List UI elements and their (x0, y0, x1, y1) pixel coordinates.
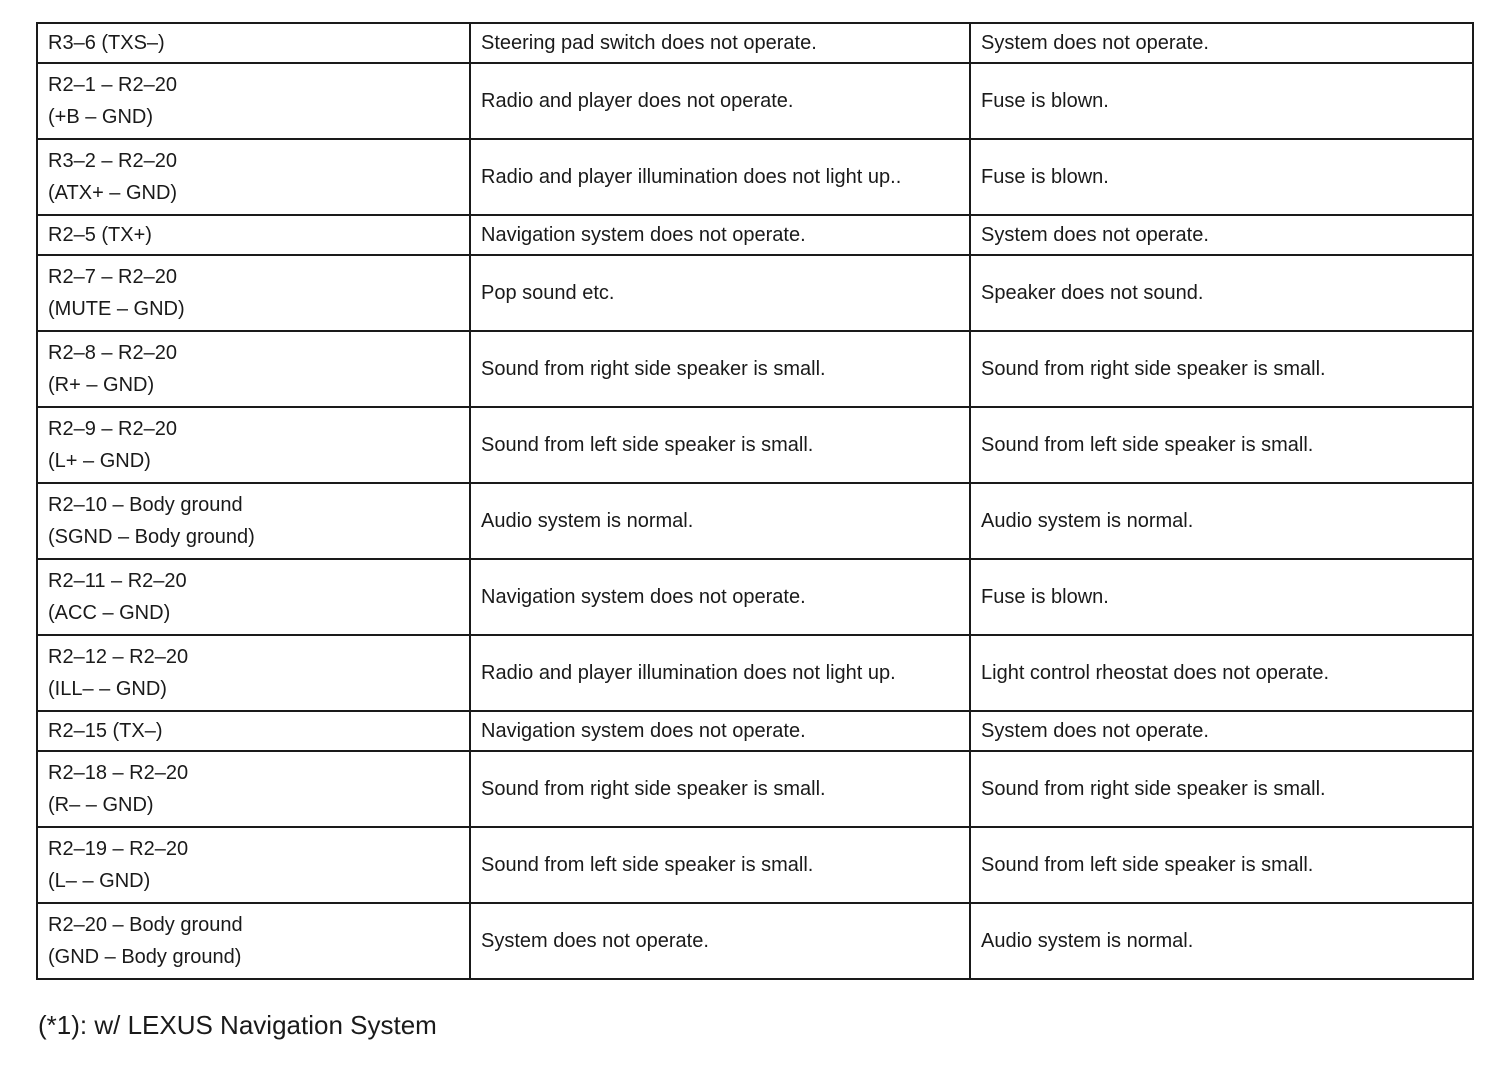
terminal-connection: R2–19 – R2–20 (48, 838, 189, 860)
result-cell: Audio system is normal. (970, 903, 1473, 979)
table-row (37, 407, 1473, 483)
table-row (37, 711, 1473, 751)
terminal-cell (37, 751, 470, 827)
symptom-cell: Radio and player does not operate. (470, 63, 970, 139)
terminal-cell (37, 63, 470, 139)
symptom-cell: Radio and player illumination does not light up. (470, 635, 970, 711)
terminal-cell (37, 903, 470, 979)
table-row (37, 255, 1473, 331)
table-row (37, 827, 1473, 903)
terminal-cell (37, 827, 470, 903)
symptom-cell: Sound from left side speaker is small. (470, 827, 970, 903)
table-body (37, 23, 1473, 979)
result-cell: Sound from left side speaker is small. (970, 407, 1473, 483)
terminal-connection: R2–1 – R2–20 (48, 74, 177, 96)
terminal-signal: (+B – GND) (48, 106, 154, 128)
terminal-signal: (ATX+ – GND) (48, 182, 178, 204)
terminal-signal: (R– – GND) (48, 794, 154, 816)
result-cell: Sound from left side speaker is small. (970, 827, 1473, 903)
symptom-cell: Radio and player illumination does not light up.. (470, 139, 970, 215)
result-cell: System does not operate. (970, 711, 1473, 751)
result-cell: Light control rheostat does not operate. (970, 635, 1473, 711)
terminal-cell (37, 711, 470, 751)
footnote: (*1): w/ LEXUS Navigation System (38, 1010, 437, 1040)
result-cell: System does not operate. (970, 215, 1473, 255)
terminal-connection: R2–9 – R2–20 (48, 418, 177, 440)
result-cell: Sound from right side speaker is small. (970, 751, 1473, 827)
terminal-signal: (R+ – GND) (48, 374, 155, 396)
terminal-connection: R2–10 – Body ground (48, 494, 243, 516)
terminal-connection: R2–12 – R2–20 (48, 646, 189, 668)
terminal-signal: (GND – Body ground) (48, 946, 242, 968)
terminal-cell (37, 635, 470, 711)
symptom-cell: Navigation system does not operate. (470, 559, 970, 635)
terminal-signal: (ACC – GND) (48, 602, 171, 624)
terminal-cell (37, 215, 470, 255)
terminal-connection: R2–7 – R2–20 (48, 266, 177, 288)
result-cell: Speaker does not sound. (970, 255, 1473, 331)
terminal-signal: (MUTE – GND) (48, 298, 185, 320)
table-row (37, 903, 1473, 979)
terminal-cell (37, 139, 470, 215)
table-row (37, 635, 1473, 711)
terminal-connection: R3–6 (TXS–) (48, 32, 165, 54)
terminal-connection: R3–2 – R2–20 (48, 150, 177, 172)
table-row (37, 751, 1473, 827)
result-cell: Fuse is blown. (970, 63, 1473, 139)
terminal-check-table (36, 22, 1474, 980)
terminal-connection: R2–18 – R2–20 (48, 762, 189, 784)
result-cell: Sound from right side speaker is small. (970, 331, 1473, 407)
terminal-signal: (SGND – Body ground) (48, 526, 255, 548)
terminal-signal: (ILL– – GND) (48, 678, 167, 700)
terminal-connection: R2–11 – R2–20 (48, 570, 187, 592)
terminal-connection: R2–20 – Body ground (48, 914, 243, 936)
symptom-cell: Navigation system does not operate. (470, 711, 970, 751)
symptom-cell: Sound from right side speaker is small. (470, 331, 970, 407)
terminal-signal: (L– – GND) (48, 870, 151, 892)
terminal-cell (37, 407, 470, 483)
table-row (37, 559, 1473, 635)
table-row (37, 215, 1473, 255)
terminal-signal: (L+ – GND) (48, 450, 151, 472)
table-row (37, 331, 1473, 407)
table-row (37, 63, 1473, 139)
result-cell: Fuse is blown. (970, 139, 1473, 215)
terminal-connection: R2–8 – R2–20 (48, 342, 177, 364)
symptom-cell: Sound from right side speaker is small. (470, 751, 970, 827)
symptom-cell: Pop sound etc. (470, 255, 970, 331)
terminal-cell (37, 255, 470, 331)
table-row (37, 23, 1473, 63)
symptom-cell: Sound from left side speaker is small. (470, 407, 970, 483)
terminal-cell (37, 483, 470, 559)
result-cell: Audio system is normal. (970, 483, 1473, 559)
symptom-cell: Steering pad switch does not operate. (470, 23, 970, 63)
terminal-cell (37, 559, 470, 635)
result-cell: Fuse is blown. (970, 559, 1473, 635)
terminal-cell (37, 23, 470, 63)
terminal-cell (37, 331, 470, 407)
terminal-connection: R2–15 (TX–) (48, 720, 163, 742)
symptom-cell: Audio system is normal. (470, 483, 970, 559)
symptom-cell: System does not operate. (470, 903, 970, 979)
terminal-connection: R2–5 (TX+) (48, 224, 152, 246)
symptom-cell: Navigation system does not operate. (470, 215, 970, 255)
table-row (37, 139, 1473, 215)
result-cell: System does not operate. (970, 23, 1473, 63)
table-row (37, 483, 1473, 559)
